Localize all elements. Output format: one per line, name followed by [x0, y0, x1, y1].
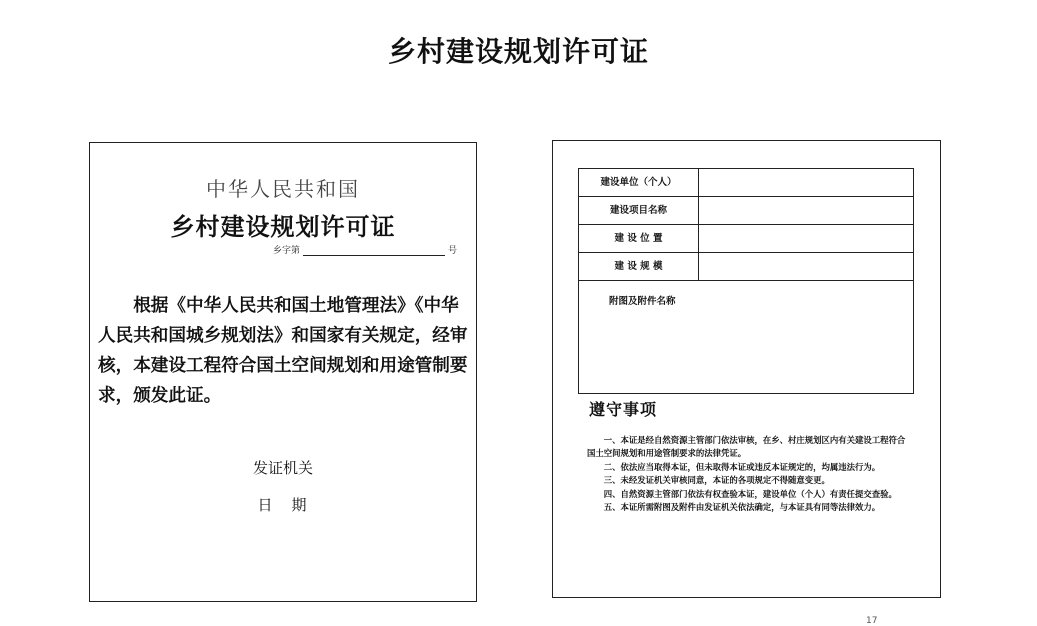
page-number: 17 — [866, 616, 878, 626]
notice-item: 四、自然资源主管部门依法有权查验本证，建设单位（个人）有责任提交查验。 — [603, 488, 897, 499]
row-label: 建设单位（个人） — [579, 169, 699, 196]
row-value — [699, 169, 913, 196]
row-value — [699, 225, 913, 252]
row-label: 建设项目名称 — [579, 197, 699, 224]
notice-item: 二、依法应当取得本证，但未取得本证或违反本证规定的，均属违法行为。 — [603, 461, 881, 472]
details-panel — [552, 140, 941, 598]
row-label: 建 设 规 模 — [579, 253, 699, 280]
table-row — [579, 253, 913, 281]
cover-panel — [89, 142, 477, 602]
date-label: 日 期 — [257, 496, 309, 514]
row-label: 建 设 位 置 — [579, 225, 699, 252]
notice-item: 五、本证所需附图及附件由发证机关依法确定，与本证具有同等法律效力。 — [603, 502, 881, 513]
table-row — [579, 197, 913, 225]
attachments-label: 附图及附件名称 — [609, 296, 676, 307]
notice-item: 三、未经发证机关审核同意，本证的各项规定不得随意变更。 — [603, 475, 830, 486]
cert-no-blank — [303, 245, 445, 256]
table-row — [579, 169, 913, 197]
cert-no-prefix: 乡字第 — [273, 246, 301, 256]
country-name: 中华人民共和国 — [206, 177, 360, 201]
page-title: 乡村建设规划许可证 — [387, 35, 649, 68]
row-value — [699, 253, 913, 280]
notice-title: 遵守事项 — [589, 400, 658, 419]
notice-list — [587, 434, 909, 514]
cover-statement: 根据《中华人民共和国土地管理法》《中华人民共和国城乡规划法》和国家有关规定，经审核，本建设工程符合国土空间规划和用途管制要求，颁发此证。 — [98, 295, 468, 406]
row-value — [699, 197, 913, 224]
info-table — [578, 168, 914, 394]
issuer-label: 发证机关 — [252, 459, 313, 477]
table-row — [579, 225, 913, 253]
notice-item: 一、本证是经自然资源主管部门依法审核，在乡、村庄规划区内有关建设工程符合国土空间规划和用途管制要求的法律凭证。 — [587, 435, 906, 459]
cover-title: 乡村建设规划许可证 — [170, 212, 396, 241]
cert-no-suffix: 号 — [448, 246, 458, 256]
certificate-number — [273, 243, 457, 256]
